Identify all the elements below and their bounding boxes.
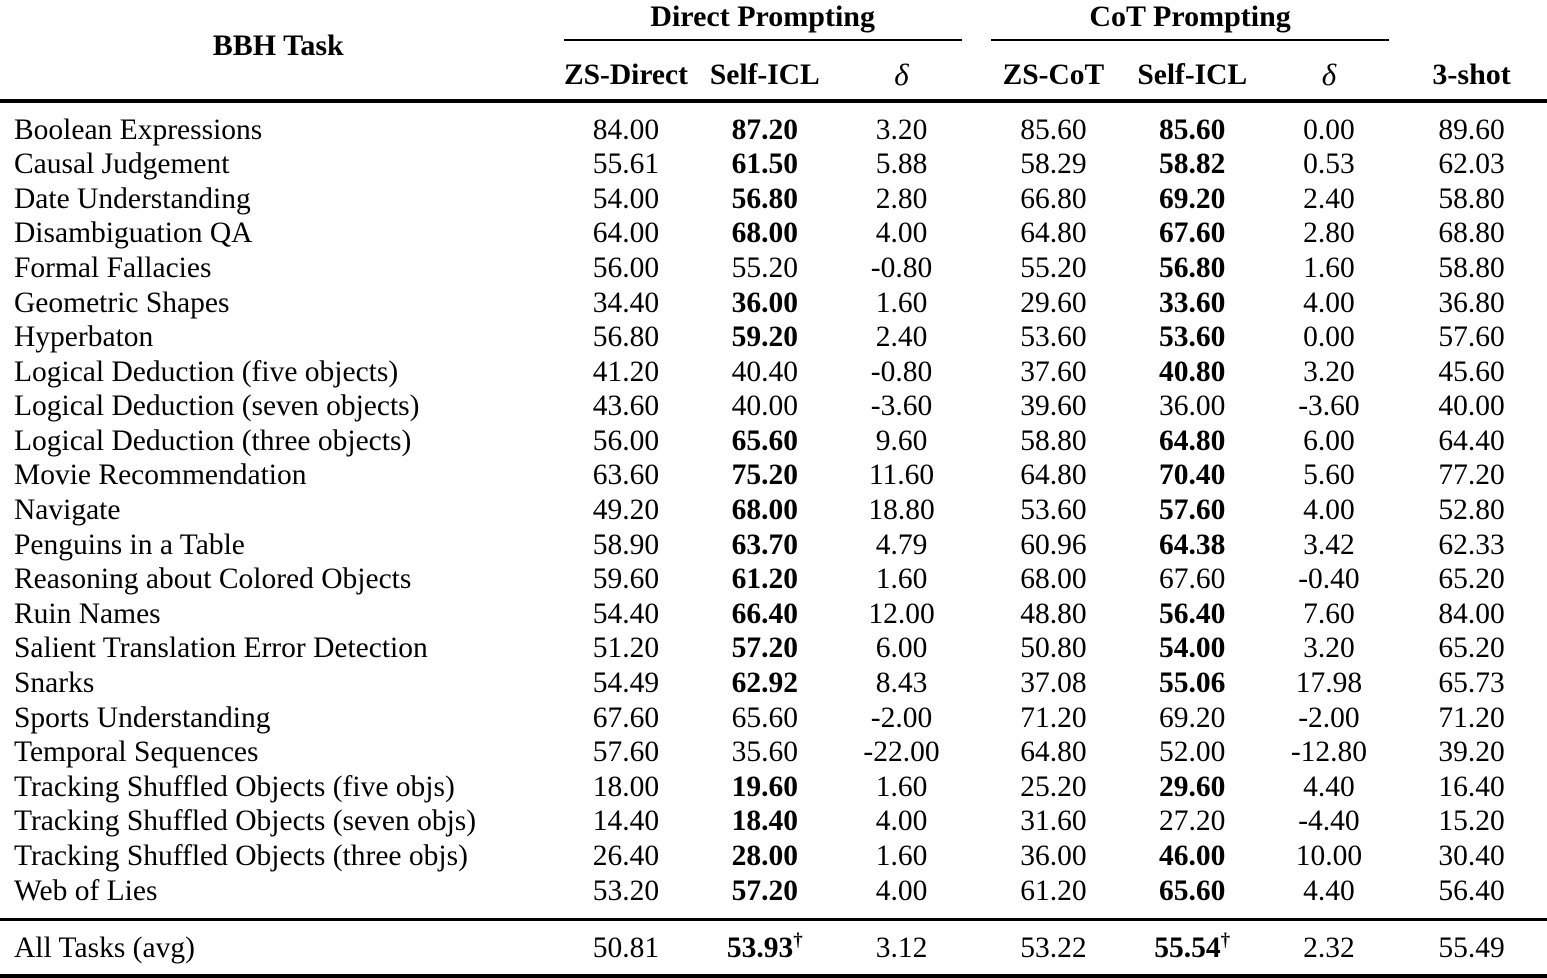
cell-task-name: Geometric Shapes bbox=[14, 286, 230, 319]
cell-cot-delta: 2.40 bbox=[1303, 182, 1355, 215]
cell-summary-cot-self-icl-value: 55.54 bbox=[1154, 932, 1221, 965]
cell-direct-delta: 11.60 bbox=[868, 459, 935, 492]
cell-direct-self-icl: 56.80 bbox=[731, 182, 798, 215]
cell-direct-self-icl: 18.40 bbox=[731, 805, 798, 838]
cell-cot-delta: 6.00 bbox=[1303, 424, 1355, 457]
cell-zs-direct: 54.40 bbox=[592, 597, 660, 630]
cell-direct-delta: 5.88 bbox=[875, 148, 928, 181]
group-gap bbox=[969, 0, 984, 39]
cell-task-name: Tracking Shuffled Objects (seven objs) bbox=[14, 805, 477, 838]
cell-cot-delta: -2.00 bbox=[1298, 701, 1360, 734]
column-header-cot-delta: δ bbox=[1321, 57, 1337, 92]
table-row bbox=[0, 217, 1547, 252]
cell-zs-direct: 54.00 bbox=[592, 182, 660, 215]
cell-task-name: Formal Fallacies bbox=[14, 251, 212, 284]
cell-direct-self-icl: 62.92 bbox=[731, 667, 798, 700]
cell-3-shot: 56.40 bbox=[1438, 874, 1505, 907]
summary-bottom-spacer bbox=[0, 966, 1547, 974]
cell-zs-cot: 48.80 bbox=[1020, 597, 1087, 630]
table-row bbox=[0, 770, 1547, 805]
table-row bbox=[0, 597, 1547, 632]
cell-direct-self-icl: 63.70 bbox=[731, 528, 798, 561]
cell-cot-self-icl: 69.20 bbox=[1159, 701, 1226, 734]
cell-direct-delta: 3.20 bbox=[875, 113, 928, 146]
cell-task-name: Navigate bbox=[14, 494, 121, 527]
cell-zs-cot: 37.08 bbox=[1020, 667, 1087, 700]
body-bottom-spacer bbox=[0, 909, 1547, 918]
cell-zs-cot: 60.96 bbox=[1020, 528, 1087, 561]
cell-direct-self-icl: 61.20 bbox=[731, 563, 798, 596]
cell-task-name: Logical Deduction (five objects) bbox=[14, 355, 399, 388]
cell-direct-self-icl: 57.20 bbox=[731, 874, 798, 907]
cell-direct-self-icl: 28.00 bbox=[731, 840, 798, 873]
cell-gap bbox=[969, 459, 984, 494]
cell-summary-direct-delta: 3.12 bbox=[875, 932, 928, 965]
cell-cot-self-icl: 56.80 bbox=[1159, 251, 1226, 284]
cell-summary-direct-self-icl bbox=[695, 932, 834, 967]
cell-3-shot: 62.33 bbox=[1438, 528, 1505, 561]
cell-zs-direct: 53.20 bbox=[592, 874, 660, 907]
cell-cot-delta: 5.60 bbox=[1303, 459, 1355, 492]
cell-task-name: Penguins in a Table bbox=[14, 528, 245, 561]
table-row bbox=[0, 736, 1547, 771]
cell-cot-self-icl: 52.00 bbox=[1159, 736, 1226, 769]
dagger-marker: † bbox=[793, 930, 803, 952]
cell-task-name: Boolean Expressions bbox=[14, 113, 263, 146]
cell-task-name: Date Understanding bbox=[14, 182, 251, 215]
bottom-rule-row bbox=[0, 974, 1547, 976]
table-row bbox=[0, 424, 1547, 459]
cell-summary-cot-delta: 2.32 bbox=[1303, 932, 1355, 965]
cell-3-shot: 58.80 bbox=[1438, 182, 1505, 215]
cell-cot-delta: 0.53 bbox=[1303, 148, 1355, 181]
cell-3-shot: 62.03 bbox=[1438, 148, 1505, 181]
cell-3-shot: 45.60 bbox=[1438, 355, 1505, 388]
cell-3-shot: 57.60 bbox=[1438, 321, 1505, 354]
cell-direct-delta: 4.79 bbox=[875, 528, 928, 561]
cell-cot-delta: 1.60 bbox=[1303, 251, 1355, 284]
cell-summary-zs-direct: 50.81 bbox=[592, 932, 660, 965]
cell-direct-delta: 2.80 bbox=[875, 182, 928, 215]
cell-zs-cot: 71.20 bbox=[1020, 701, 1087, 734]
cell-cot-self-icl: 36.00 bbox=[1159, 390, 1226, 423]
cell-3-shot: 71.20 bbox=[1438, 701, 1505, 734]
cell-cot-self-icl: 46.00 bbox=[1159, 840, 1226, 873]
cell-zs-cot: 58.29 bbox=[1020, 148, 1087, 181]
cell-cot-self-icl: 53.60 bbox=[1159, 321, 1226, 354]
cell-3-shot: 39.20 bbox=[1438, 736, 1505, 769]
cell-zs-cot: 29.60 bbox=[1020, 286, 1087, 319]
table-row bbox=[0, 805, 1547, 840]
cell-direct-delta: 6.00 bbox=[875, 632, 928, 665]
cell-zs-cot: 64.80 bbox=[1020, 217, 1087, 250]
cell-zs-cot: 61.20 bbox=[1020, 874, 1087, 907]
row-header-label: BBH Task bbox=[212, 28, 344, 62]
group-title-direct-prompting: Direct Prompting bbox=[650, 0, 875, 33]
table-row bbox=[0, 839, 1547, 874]
cell-task-name: Reasoning about Colored Objects bbox=[14, 563, 412, 596]
cell-gap bbox=[969, 528, 984, 563]
column-header-direct-delta: δ bbox=[894, 57, 909, 92]
cell-direct-self-icl: 68.00 bbox=[731, 217, 798, 250]
cell-zs-direct: 43.60 bbox=[592, 390, 660, 423]
cell-cot-self-icl: 67.60 bbox=[1159, 217, 1226, 250]
cell-zs-direct: 64.00 bbox=[592, 217, 660, 250]
cell-zs-cot: 85.60 bbox=[1020, 113, 1087, 146]
table-row bbox=[0, 632, 1547, 667]
cell-task-name: Disambiguation QA bbox=[14, 217, 253, 250]
cell-cot-delta: -3.60 bbox=[1298, 390, 1360, 423]
cell-direct-delta: 1.60 bbox=[875, 563, 928, 596]
column-header-cot-self-icl: Self-ICL bbox=[1137, 58, 1248, 91]
cell-cot-delta: 4.40 bbox=[1303, 874, 1355, 907]
cell-zs-direct: 54.49 bbox=[592, 667, 660, 700]
cell-cot-delta: 2.80 bbox=[1303, 217, 1355, 250]
cell-cot-self-icl: 56.40 bbox=[1159, 597, 1226, 630]
cell-direct-self-icl: 57.20 bbox=[731, 632, 798, 665]
cell-direct-self-icl: 61.50 bbox=[731, 148, 798, 181]
cell-3-shot: 52.80 bbox=[1438, 494, 1505, 527]
cell-zs-cot: 39.60 bbox=[1020, 390, 1087, 423]
cell-direct-delta: 18.80 bbox=[868, 494, 935, 527]
cell-zs-direct: 84.00 bbox=[592, 113, 660, 146]
cell-zs-cot: 64.80 bbox=[1020, 459, 1087, 492]
cell-zs-cot: 53.60 bbox=[1020, 321, 1087, 354]
table-row bbox=[0, 667, 1547, 702]
cell-direct-self-icl: 75.20 bbox=[731, 459, 798, 492]
table-summary bbox=[0, 919, 1547, 976]
cell-zs-cot: 37.60 bbox=[1020, 355, 1087, 388]
cell-zs-direct: 14.40 bbox=[592, 805, 660, 838]
cell-3-shot: 36.80 bbox=[1438, 286, 1505, 319]
cell-zs-cot: 55.20 bbox=[1020, 251, 1087, 284]
cell-zs-cot: 66.80 bbox=[1020, 182, 1087, 215]
cell-cot-delta: 0.00 bbox=[1303, 321, 1355, 354]
cell-zs-direct: 63.60 bbox=[592, 459, 660, 492]
cell-gap bbox=[969, 839, 984, 874]
cell-cot-self-icl: 27.20 bbox=[1159, 805, 1226, 838]
cell-zs-direct: 18.00 bbox=[592, 770, 660, 803]
cell-task-name: Tracking Shuffled Objects (five objs) bbox=[14, 770, 455, 803]
cell-zs-direct: 34.40 bbox=[592, 286, 660, 319]
column-header-direct-self-icl: Self-ICL bbox=[709, 58, 820, 91]
table-row bbox=[0, 355, 1547, 390]
cell-summary-label: All Tasks (avg) bbox=[14, 932, 195, 965]
table-row bbox=[0, 459, 1547, 494]
cell-cot-self-icl: 58.82 bbox=[1159, 148, 1226, 181]
cell-zs-direct: 56.80 bbox=[592, 321, 660, 354]
cell-cot-self-icl: 64.80 bbox=[1159, 424, 1226, 457]
cell-gap bbox=[969, 736, 984, 771]
cell-gap bbox=[969, 390, 984, 425]
cell-zs-cot: 31.60 bbox=[1020, 805, 1087, 838]
cell-3-shot: 84.00 bbox=[1438, 597, 1505, 630]
cell-3-shot: 77.20 bbox=[1438, 459, 1505, 492]
cell-gap bbox=[969, 182, 984, 217]
cell-zs-direct: 57.60 bbox=[592, 736, 660, 769]
table-row bbox=[0, 563, 1547, 598]
table-row bbox=[0, 321, 1547, 356]
cell-gap bbox=[969, 701, 984, 736]
cell-task-name: Temporal Sequences bbox=[14, 736, 259, 769]
cell-task-name: Logical Deduction (seven objects) bbox=[14, 390, 420, 423]
cell-cot-delta: -0.40 bbox=[1298, 563, 1360, 596]
cell-3-shot: 58.80 bbox=[1438, 251, 1505, 284]
cell-gap bbox=[969, 874, 984, 909]
cell-direct-self-icl: 66.40 bbox=[731, 597, 798, 630]
cell-zs-direct: 51.20 bbox=[592, 632, 660, 665]
cell-direct-delta: 4.00 bbox=[875, 217, 928, 250]
cell-direct-self-icl: 19.60 bbox=[731, 770, 798, 803]
cell-zs-cot: 64.80 bbox=[1020, 736, 1087, 769]
cell-3-shot: 16.40 bbox=[1438, 770, 1505, 803]
cell-gap bbox=[969, 355, 984, 390]
cell-cot-delta: 3.20 bbox=[1303, 632, 1355, 665]
cell-direct-self-icl: 40.40 bbox=[731, 355, 798, 388]
cell-cot-delta: 10.00 bbox=[1295, 840, 1363, 873]
cell-gap bbox=[969, 770, 984, 805]
cell-cot-self-icl: 33.60 bbox=[1159, 286, 1226, 319]
cell-task-name: Sports Understanding bbox=[14, 701, 271, 734]
cell-zs-cot: 53.60 bbox=[1020, 494, 1087, 527]
cell-gap bbox=[969, 932, 984, 967]
cell-cot-self-icl: 70.40 bbox=[1159, 459, 1226, 492]
cell-direct-delta: 9.60 bbox=[875, 424, 928, 457]
cell-direct-delta: 1.60 bbox=[875, 770, 928, 803]
cell-cot-self-icl: 57.60 bbox=[1159, 494, 1226, 527]
cell-zs-cot: 50.80 bbox=[1020, 632, 1087, 665]
cell-zs-direct: 49.20 bbox=[592, 494, 660, 527]
table-row bbox=[0, 148, 1547, 183]
table-row bbox=[0, 182, 1547, 217]
cell-task-name: Ruin Names bbox=[14, 597, 161, 630]
cell-3-shot: 65.20 bbox=[1438, 563, 1505, 596]
cell-direct-delta: 1.60 bbox=[875, 840, 928, 873]
cell-task-name: Tracking Shuffled Objects (three objs) bbox=[14, 840, 468, 873]
cell-summary-3-shot: 55.49 bbox=[1438, 932, 1505, 965]
cell-cot-self-icl: 55.06 bbox=[1159, 667, 1226, 700]
cell-cot-self-icl: 65.60 bbox=[1159, 874, 1226, 907]
cell-cot-delta: 7.60 bbox=[1303, 597, 1355, 630]
cell-direct-delta: -0.80 bbox=[870, 251, 933, 284]
summary-top-spacer bbox=[0, 919, 1547, 932]
table-row bbox=[0, 701, 1547, 736]
cell-3-shot: 64.40 bbox=[1438, 424, 1505, 457]
column-header-3-shot: 3-shot bbox=[1432, 58, 1511, 91]
table-row bbox=[0, 874, 1547, 909]
cell-cot-delta: 0.00 bbox=[1303, 113, 1355, 146]
dagger-marker: † bbox=[1220, 930, 1231, 952]
cell-direct-delta: -0.80 bbox=[870, 355, 933, 388]
table-row bbox=[0, 113, 1547, 148]
cell-task-name: Movie Recommendation bbox=[14, 459, 307, 492]
cell-gap bbox=[969, 148, 984, 183]
cell-zs-direct: 59.60 bbox=[592, 563, 660, 596]
cell-direct-delta: -2.00 bbox=[870, 701, 933, 734]
cell-zs-direct: 26.40 bbox=[592, 840, 660, 873]
cell-3-shot: 15.20 bbox=[1438, 805, 1505, 838]
column-header-zs-cot: ZS-CoT bbox=[1002, 58, 1105, 91]
cell-gap bbox=[969, 286, 984, 321]
cell-cot-delta: 4.00 bbox=[1303, 494, 1355, 527]
cell-cot-delta: 3.20 bbox=[1303, 355, 1355, 388]
cell-3-shot: 30.40 bbox=[1438, 840, 1505, 873]
cell-cot-delta: -12.80 bbox=[1290, 736, 1368, 769]
cell-cot-delta: 4.40 bbox=[1303, 770, 1355, 803]
cell-direct-self-icl: 68.00 bbox=[731, 494, 798, 527]
group-title-cot-prompting: CoT Prompting bbox=[1089, 0, 1291, 33]
table-row bbox=[0, 528, 1547, 563]
cell-gap bbox=[969, 563, 984, 598]
cell-zs-direct: 58.90 bbox=[592, 528, 660, 561]
cell-zs-cot: 68.00 bbox=[1020, 563, 1087, 596]
table-row bbox=[0, 251, 1547, 286]
cell-3-shot: 65.73 bbox=[1438, 667, 1505, 700]
table-row bbox=[0, 286, 1547, 321]
cell-cot-delta: 3.42 bbox=[1303, 528, 1355, 561]
cell-zs-cot: 25.20 bbox=[1020, 770, 1087, 803]
cell-direct-self-icl: 36.00 bbox=[731, 286, 798, 319]
cell-zs-cot: 36.00 bbox=[1020, 840, 1087, 873]
cell-zs-direct: 41.20 bbox=[592, 355, 660, 388]
cell-direct-delta: 12.00 bbox=[868, 597, 935, 630]
cell-cot-self-icl: 85.60 bbox=[1159, 113, 1226, 146]
cell-direct-self-icl: 55.20 bbox=[731, 251, 798, 284]
cell-zs-direct: 56.00 bbox=[592, 424, 660, 457]
cell-cot-self-icl: 40.80 bbox=[1159, 355, 1226, 388]
cell-gap bbox=[969, 805, 984, 840]
cell-gap bbox=[969, 494, 984, 529]
table-row bbox=[0, 390, 1547, 425]
cell-gap bbox=[969, 597, 984, 632]
table-row bbox=[0, 494, 1547, 529]
cell-direct-self-icl: 35.60 bbox=[731, 736, 798, 769]
cell-cot-self-icl: 64.38 bbox=[1159, 528, 1226, 561]
cell-3-shot: 68.80 bbox=[1438, 217, 1505, 250]
cell-cot-delta: -4.40 bbox=[1298, 805, 1360, 838]
cell-direct-delta: 8.43 bbox=[875, 667, 928, 700]
table-header bbox=[0, 0, 1547, 101]
cell-3-shot: 40.00 bbox=[1438, 390, 1505, 423]
table-body bbox=[0, 101, 1547, 919]
cell-direct-self-icl: 40.00 bbox=[731, 390, 798, 423]
cell-zs-direct: 67.60 bbox=[592, 701, 660, 734]
column-header-zs-direct: ZS-Direct bbox=[563, 58, 688, 91]
cell-cot-self-icl: 29.60 bbox=[1159, 770, 1226, 803]
cell-summary-direct-self-icl-value: 53.93 bbox=[726, 932, 794, 965]
cell-direct-self-icl: 65.60 bbox=[731, 424, 798, 457]
cell-direct-delta: 2.40 bbox=[875, 321, 928, 354]
cell-cot-self-icl: 69.20 bbox=[1159, 182, 1226, 215]
cell-summary-zs-cot: 53.22 bbox=[1020, 932, 1087, 965]
cell-task-name: Causal Judgement bbox=[14, 148, 230, 181]
cell-direct-self-icl: 65.60 bbox=[731, 701, 798, 734]
cell-task-name: Hyperbaton bbox=[14, 321, 154, 354]
cell-gap bbox=[969, 251, 984, 286]
cell-gap bbox=[969, 667, 984, 702]
cell-gap bbox=[969, 217, 984, 252]
cell-gap bbox=[969, 424, 984, 459]
cell-direct-self-icl: 87.20 bbox=[731, 113, 798, 146]
cell-direct-self-icl: 59.20 bbox=[731, 321, 798, 354]
cell-3-shot: 65.20 bbox=[1438, 632, 1505, 665]
cell-task-name: Salient Translation Error Detection bbox=[14, 632, 428, 665]
cell-cot-delta: 4.00 bbox=[1303, 286, 1355, 319]
cell-zs-cot: 58.80 bbox=[1020, 424, 1087, 457]
cell-cot-delta: 17.98 bbox=[1295, 667, 1363, 700]
cell-gap bbox=[969, 113, 984, 148]
cell-zs-direct: 56.00 bbox=[592, 251, 660, 284]
cell-gap bbox=[969, 632, 984, 667]
cell-direct-delta: 4.00 bbox=[875, 874, 928, 907]
summary-row bbox=[0, 932, 1547, 967]
cell-summary-cot-self-icl bbox=[1123, 932, 1262, 967]
column-header-spacer bbox=[969, 41, 984, 99]
cell-direct-delta: -3.60 bbox=[870, 390, 933, 423]
cell-3-shot: 89.60 bbox=[1438, 113, 1505, 146]
cell-task-name: Snarks bbox=[14, 667, 95, 700]
cell-cot-self-icl: 54.00 bbox=[1159, 632, 1226, 665]
cell-direct-delta: 1.60 bbox=[875, 286, 928, 319]
cell-direct-delta: -22.00 bbox=[863, 736, 940, 769]
body-top-spacer bbox=[0, 101, 1547, 113]
cell-task-name: Web of Lies bbox=[14, 874, 158, 907]
group-title-row bbox=[0, 0, 1547, 39]
cell-gap bbox=[969, 321, 984, 356]
cell-direct-delta: 4.00 bbox=[875, 805, 928, 838]
cell-zs-direct: 55.61 bbox=[592, 148, 660, 181]
cell-task-name: Logical Deduction (three objects) bbox=[14, 424, 412, 457]
cell-cot-self-icl: 67.60 bbox=[1159, 563, 1226, 596]
